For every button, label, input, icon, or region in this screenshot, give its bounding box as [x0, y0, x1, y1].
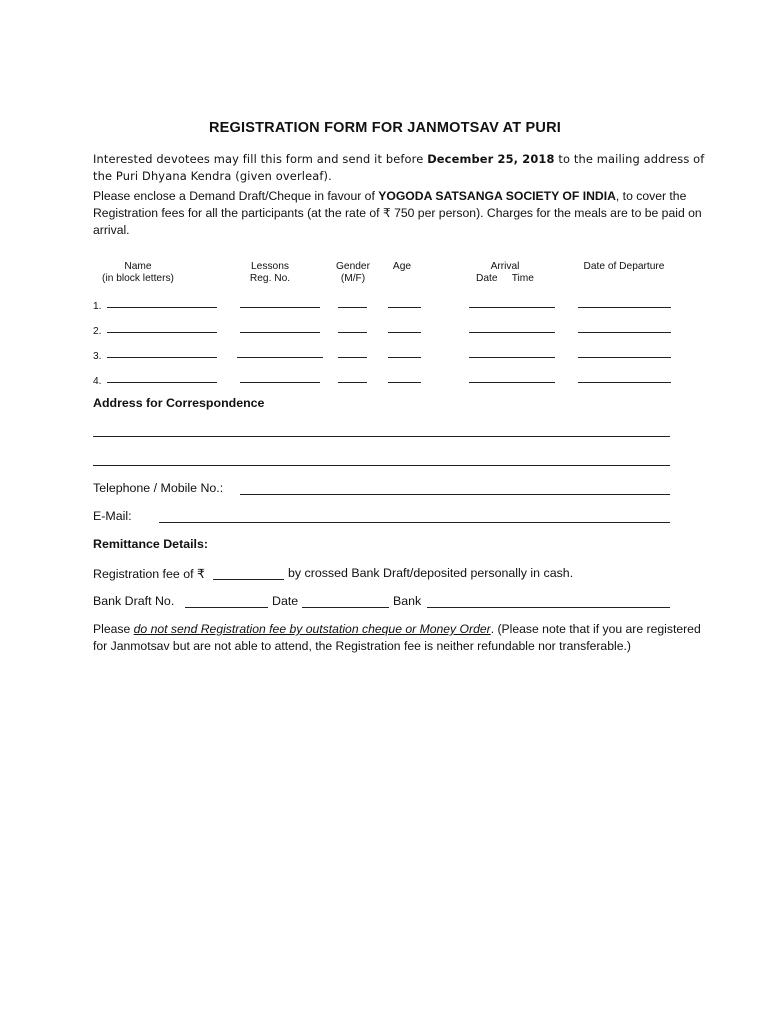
header-name-sublabel: (in block letters) [102, 272, 174, 284]
age-field[interactable] [388, 357, 421, 358]
header-arrival-label: Arrival [490, 261, 520, 272]
departure-field[interactable] [578, 382, 671, 383]
bank-draft-field[interactable] [185, 607, 268, 608]
row-number: 2. [93, 326, 102, 337]
telephone-field[interactable] [240, 494, 670, 495]
address-line-1[interactable] [93, 436, 670, 437]
fee-label: Registration fee of ₹ [93, 567, 205, 581]
header-lessons-sublabel: Reg. No. [249, 272, 291, 284]
header-gender-sublabel: (M/F) [340, 272, 366, 284]
name-field[interactable] [107, 357, 217, 358]
address-heading: Address for Correspondence [93, 396, 265, 410]
header-arrival-date: Date [476, 272, 498, 284]
gender-field[interactable] [338, 332, 367, 333]
draft-date-field[interactable] [302, 607, 389, 608]
departure-field[interactable] [578, 357, 671, 358]
telephone-label: Telephone / Mobile No.: [93, 481, 224, 495]
note-text-end: . (Please note that if you are registered for Janmotsav but are not able to attend, the Registration fee is neither refundable nor transferable.) [93, 622, 701, 653]
lessons-reg-field[interactable] [237, 357, 323, 358]
row-number: 4. [93, 376, 102, 387]
header-departure: Date of Departure [583, 261, 665, 272]
remittance-heading: Remittance Details: [93, 537, 208, 551]
email-label: E-Mail: [93, 509, 132, 523]
address-line-2[interactable] [93, 465, 670, 466]
arrival-field[interactable] [469, 357, 555, 358]
bank-name-field[interactable] [427, 607, 670, 608]
fee-method-text: by crossed Bank Draft/deposited personally in cash. [288, 566, 574, 580]
row-number: 3. [93, 351, 102, 362]
enclose-text-end: , to cover the Registration fees for all the participants (at the rate of ₹ 750 per person). Charges for the meals are to be paid on arrival. [93, 189, 702, 237]
intro-text-end: to the mailing address of the Puri Dhyana Kendra (given overleaf). [93, 152, 705, 183]
name-field[interactable] [107, 332, 217, 333]
email-field[interactable] [159, 522, 670, 523]
intro-text: Interested devotees may fill this form and send it before [93, 152, 428, 166]
organization-name: YOGODA SATSANGA SOCIETY OF INDIA [378, 189, 616, 203]
lessons-reg-field[interactable] [240, 332, 320, 333]
arrival-field[interactable] [469, 307, 555, 308]
age-field[interactable] [388, 332, 421, 333]
note-text: Please [93, 622, 134, 636]
header-arrival-time: Time [511, 272, 534, 284]
note-emphasis: do not send Registration fee by outstation cheque or Money Order [133, 622, 491, 636]
age-field[interactable] [388, 307, 421, 308]
row-number: 1. [93, 301, 102, 312]
age-field[interactable] [388, 382, 421, 383]
header-lessons [238, 261, 302, 285]
form-title: REGISTRATION FORM FOR JANMOTSAV AT PURI [208, 120, 562, 136]
header-gender [330, 261, 376, 285]
header-arrival-sublabel [470, 273, 540, 285]
gender-field[interactable] [338, 382, 367, 383]
deadline-date: December 25, 2018 [427, 152, 555, 166]
lessons-reg-field[interactable] [240, 307, 320, 308]
draft-date-label: Date [272, 594, 299, 608]
fee-note [93, 621, 713, 655]
arrival-field[interactable] [469, 332, 555, 333]
gender-field[interactable] [338, 307, 367, 308]
departure-field[interactable] [578, 307, 671, 308]
name-field[interactable] [107, 382, 217, 383]
bank-draft-label: Bank Draft No. [93, 594, 175, 608]
enclose-text: Please enclose a Demand Draft/Cheque in favour of [93, 189, 379, 203]
bank-label: Bank [393, 594, 422, 608]
header-lessons-label: Lessons [251, 261, 289, 272]
header-arrival [470, 261, 540, 285]
header-gender-label: Gender [336, 261, 370, 272]
name-field[interactable] [107, 307, 217, 308]
departure-field[interactable] [578, 332, 671, 333]
header-age: Age [392, 261, 412, 272]
enclose-paragraph [93, 188, 713, 238]
header-name-label: Name [124, 261, 152, 272]
fee-amount-field[interactable] [213, 579, 284, 580]
gender-field[interactable] [338, 357, 367, 358]
lessons-reg-field[interactable] [240, 382, 320, 383]
header-name [93, 261, 183, 285]
intro-paragraph [93, 151, 713, 185]
arrival-field[interactable] [469, 382, 555, 383]
